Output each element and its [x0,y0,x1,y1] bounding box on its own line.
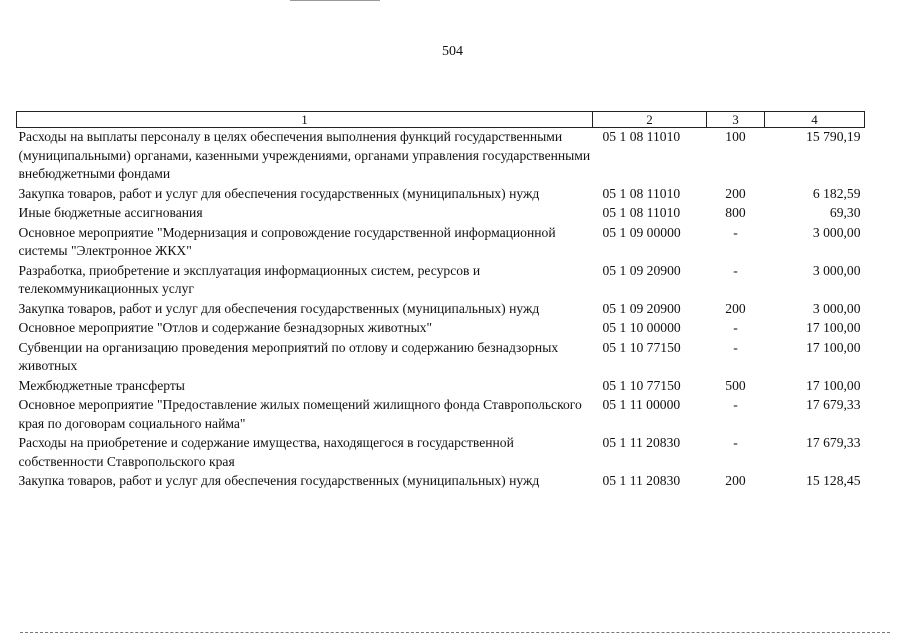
code-cell: 05 1 08 11010 [602,205,681,220]
column-header-1: 1 [17,112,593,128]
budget-table [16,111,865,492]
type-cell: - [733,397,738,412]
scan-artifact-top [290,0,380,1]
table-row [17,339,865,377]
amount-cell: 69,30 [829,205,861,220]
type-cell: - [733,224,738,240]
table-row [17,224,865,262]
type-cell: - [733,262,738,278]
name-cell: Основное мероприятие "Предоставление жилых помещений жилищного фонда Ставропольского края по договорам социального найма" [18,397,582,431]
type-cell: - [733,435,738,450]
scan-artifact-bottom [20,632,890,633]
amount-cell: 17 100,00 [806,320,861,335]
column-header-3: 3 [707,112,765,128]
table-row [17,396,865,434]
amount-cell: 3 000,00 [812,224,861,240]
column-header-2: 2 [593,112,707,128]
code-cell: 05 1 10 00000 [602,320,681,335]
table-row [17,262,865,300]
code-cell: 05 1 09 00000 [602,224,681,240]
code-cell: 05 1 09 20900 [602,300,681,316]
table-row [17,434,865,472]
name-cell: Расходы на приобретение и содержание имущества, находящегося в государственной собственности Ставропольского края [18,435,514,469]
type-cell: 800 [725,205,746,220]
code-cell: 05 1 08 11010 [602,185,681,201]
type-cell: 200 [725,300,746,316]
type-cell: 100 [725,129,746,144]
amount-cell: 17 679,33 [806,435,861,450]
table-row [17,472,865,492]
name-cell: Закупка товаров, работ и услуг для обеспечения государственных (муниципальных) нужд [18,473,540,488]
code-cell: 05 1 11 00000 [602,397,681,412]
table-body [17,128,865,492]
type-cell: 200 [725,473,746,488]
amount-cell: 15 790,19 [806,129,861,144]
amount-cell: 17 679,33 [806,397,861,412]
column-header-4: 4 [765,112,865,128]
amount-cell: 17 100,00 [806,339,861,355]
table-header [17,112,865,128]
table-row [17,128,865,185]
page-number: 504 [442,44,463,59]
name-cell: Субвенции на организацию проведения мероприятий по отлову и содержанию безнадзорных животных [18,339,559,373]
code-cell: 05 1 09 20900 [602,262,681,278]
table-row [17,204,865,224]
name-cell: Закупка товаров, работ и услуг для обеспечения государственных (муниципальных) нужд [18,300,540,316]
type-cell: - [733,339,738,355]
name-cell: Разработка, приобретение и эксплуатация информационных систем, ресурсов и телекоммуникационных услуг [18,262,481,296]
code-cell: 05 1 11 20830 [602,435,681,450]
code-cell: 05 1 11 20830 [602,473,681,488]
name-cell: Основное мероприятие "Отлов и содержание безнадзорных животных" [18,320,433,335]
name-cell: Межбюджетные трансферты [18,377,185,393]
type-cell: 500 [725,377,746,393]
table-row [17,300,865,320]
name-cell: Закупка товаров, работ и услуг для обеспечения государственных (муниципальных) нужд [18,185,540,201]
amount-cell: 3 000,00 [812,262,861,278]
type-cell: - [733,320,738,335]
amount-cell: 15 128,45 [806,473,861,488]
code-cell: 05 1 08 11010 [602,129,681,144]
code-cell: 05 1 10 77150 [602,377,681,393]
type-cell: 200 [725,185,746,201]
table-row [17,185,865,205]
amount-cell: 3 000,00 [812,300,861,316]
name-cell: Основное мероприятие "Модернизация и сопровождение государственной информационной системы "Электронное ЖКХ" [18,224,556,258]
amount-cell: 17 100,00 [806,377,861,393]
name-cell: Иные бюджетные ассигнования [18,205,203,220]
table-row [17,377,865,397]
amount-cell: 6 182,59 [812,185,861,201]
code-cell: 05 1 10 77150 [602,339,681,355]
table-row [17,319,865,339]
name-cell: Расходы на выплаты персоналу в целях обеспечения выполнения функций государственными (муниципальными) органами, казенными учреждениями, органами управления государственными внебюджетными фондами [18,129,591,181]
